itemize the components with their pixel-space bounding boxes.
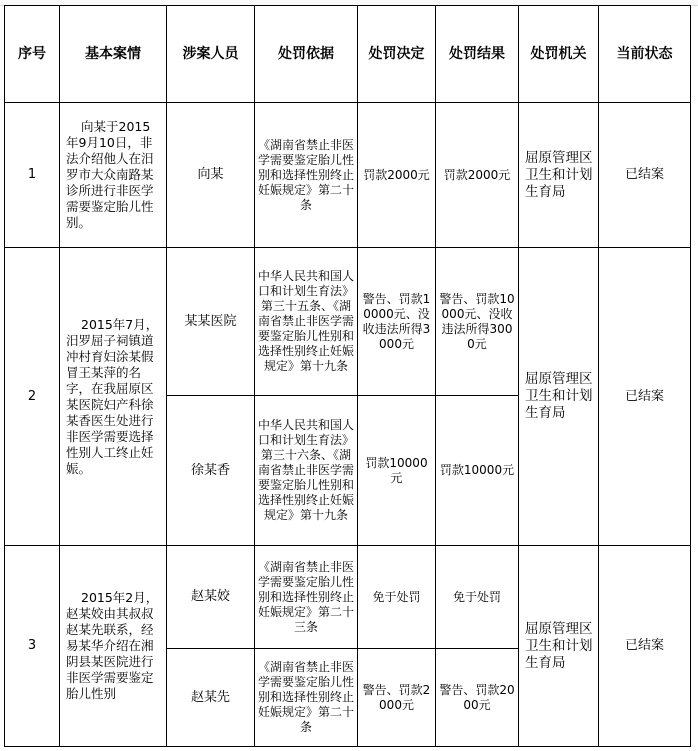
case-status: 已结案 bbox=[599, 248, 691, 546]
penalty-decision: 警告、罚款2000元 bbox=[358, 649, 436, 747]
case-info: 向某于2015年9月10日，非法介绍他人在汨罗市大众南路某诊所进行非医学需要鉴定胎儿性别。 bbox=[60, 103, 167, 248]
penalty-result: 警告、罚款2000元 bbox=[436, 649, 519, 747]
table-row bbox=[5, 546, 691, 649]
header-row bbox=[5, 6, 691, 103]
penalty-basis: 《湖南省禁止非医学需要鉴定胎儿性别和选择性别终止妊娠规定》第二十条 bbox=[255, 103, 358, 248]
header-no: 序号 bbox=[5, 6, 60, 103]
penalty-decision: 免于处罚 bbox=[358, 546, 436, 649]
penalty-result: 罚款2000元 bbox=[436, 103, 519, 248]
penalty-basis: 《湖南省禁止非医学需要鉴定胎儿性别和选择性别终止妊娠规定》第二十三条 bbox=[255, 546, 358, 649]
penalty-result: 罚款10000元 bbox=[436, 396, 519, 546]
penalty-table bbox=[4, 5, 691, 747]
table-row bbox=[5, 248, 691, 396]
header-result: 处罚结果 bbox=[436, 6, 519, 103]
case-info: 2015年2月，赵某姣由其叔叔赵某先联系，经易某华介绍在湘阴县某医院进行非医学需要鉴定胎儿性别 bbox=[60, 546, 167, 747]
person-name: 赵某姣 bbox=[167, 546, 255, 649]
case-no: 3 bbox=[5, 546, 60, 747]
person-name: 某某医院 bbox=[167, 248, 255, 396]
person-name: 徐某香 bbox=[167, 396, 255, 546]
header-decision: 处罚决定 bbox=[358, 6, 436, 103]
case-info: 2015年7月，汨罗屈子祠镇道冲村育妇涂某假冒王某萍的名字，在我屈原区某医院妇产科徐某香医生处进行非医学需要选择性别人工终止妊娠。 bbox=[60, 248, 167, 546]
header-info: 基本案情 bbox=[60, 6, 167, 103]
header-status: 当前状态 bbox=[599, 6, 691, 103]
penalty-result: 免于处罚 bbox=[436, 546, 519, 649]
penalty-result: 警告、罚款10000元、没收违法所得3000元 bbox=[436, 248, 519, 396]
table-row bbox=[5, 103, 691, 248]
penalty-decision: 罚款2000元 bbox=[358, 103, 436, 248]
penalty-basis: 《湖南省禁止非医学需要鉴定胎儿性别和选择性别终止妊娠规定》第二十条 bbox=[255, 649, 358, 747]
header-authority: 处罚机关 bbox=[519, 6, 599, 103]
penalty-basis: 中华人民共和国人口和计划生育法》第三十五条、《湖南省禁止非医学需要鉴定胎儿性别和选择性别终止妊娠规定》第十九条 bbox=[255, 248, 358, 396]
penalty-basis: 中华人民共和国人口和计划生育法》第三十六条、《湖南省禁止非医学需要鉴定胎儿性别和选择性别终止妊娠规定》第十九条 bbox=[255, 396, 358, 546]
case-status: 已结案 bbox=[599, 546, 691, 747]
penalty-authority: 屈原管理区卫生和计划生育局 bbox=[519, 103, 599, 248]
person-name: 赵某先 bbox=[167, 649, 255, 747]
case-no: 1 bbox=[5, 103, 60, 248]
penalty-authority: 屈原管理区卫生和计划生育局 bbox=[519, 248, 599, 546]
header-person: 涉案人员 bbox=[167, 6, 255, 103]
case-no: 2 bbox=[5, 248, 60, 546]
penalty-decision: 罚款10000元 bbox=[358, 396, 436, 546]
person-name: 向某 bbox=[167, 103, 255, 248]
penalty-authority: 屈原管理区卫生和计划生育局 bbox=[519, 546, 599, 747]
case-status: 已结案 bbox=[599, 103, 691, 248]
header-basis: 处罚依据 bbox=[255, 6, 358, 103]
penalty-decision: 警告、罚款10000元、没收违法所得3000元 bbox=[358, 248, 436, 396]
